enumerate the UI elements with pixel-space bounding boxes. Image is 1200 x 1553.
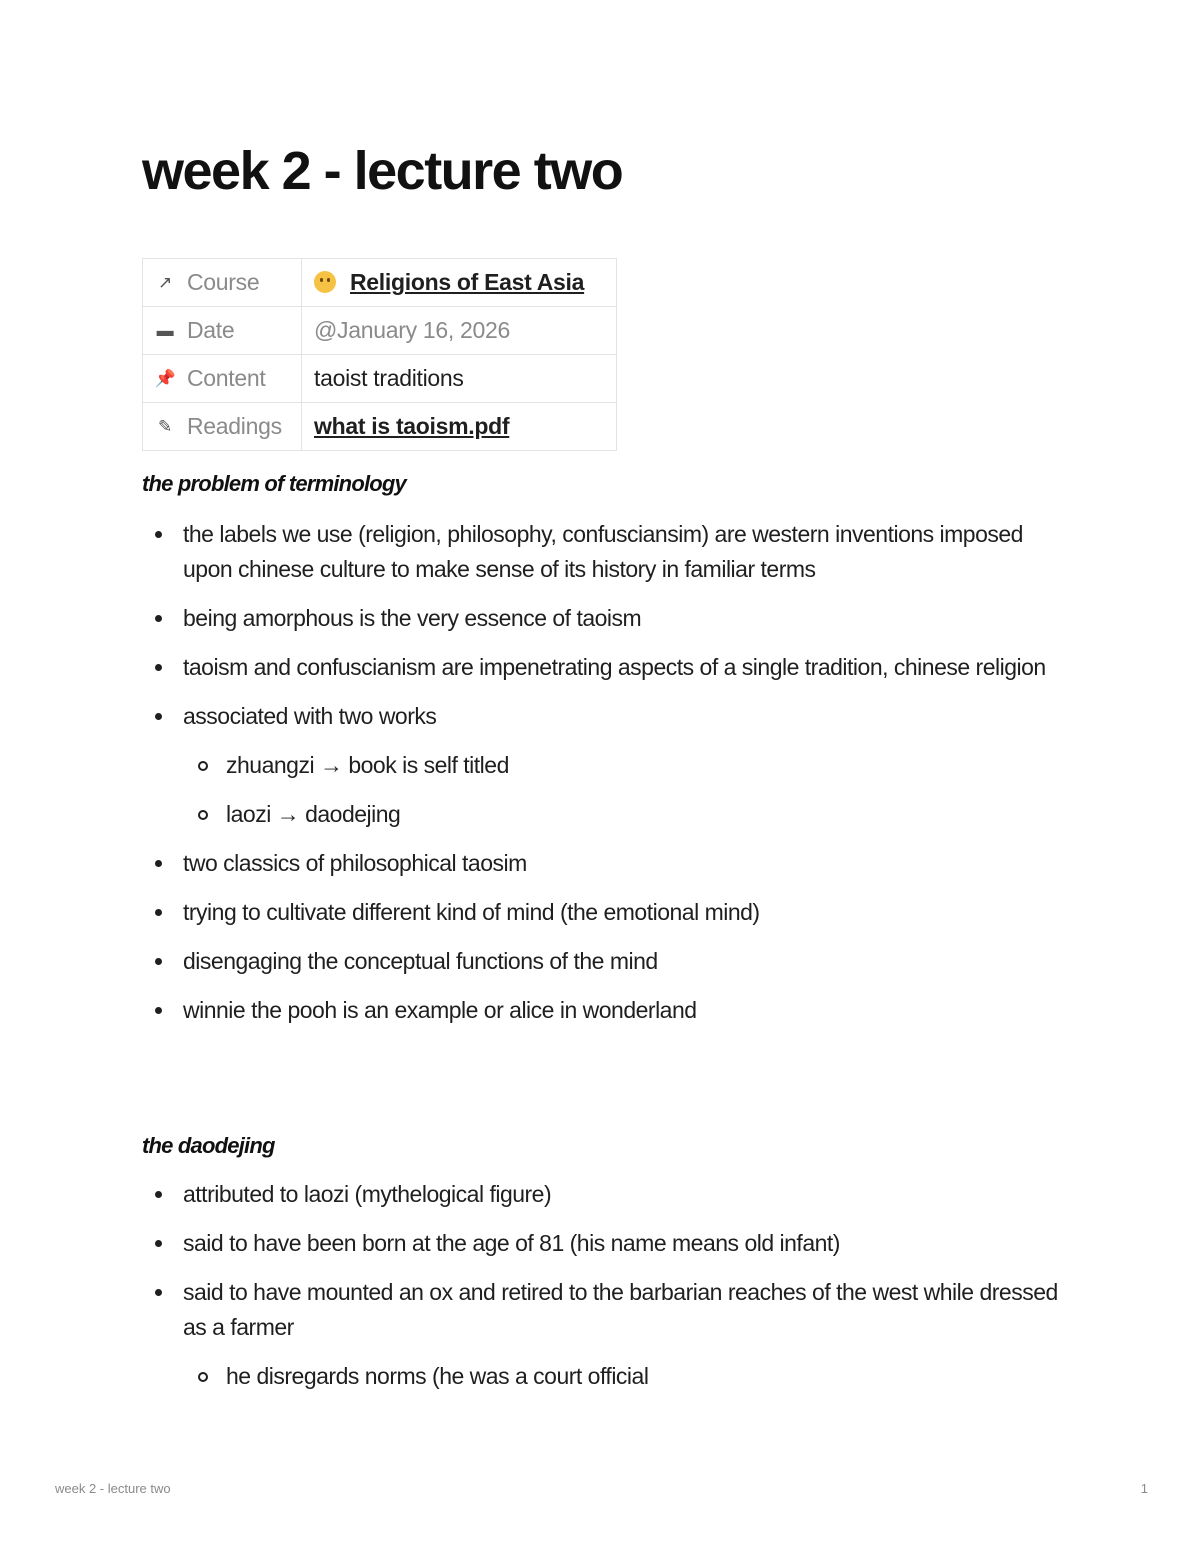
property-value-link[interactable]: Religions of East Asia	[350, 269, 585, 295]
sub-list-item: laozi → daodejing	[142, 797, 1062, 832]
property-value: taoist traditions	[314, 365, 464, 391]
footer-title: week 2 - lecture two	[55, 1481, 171, 1496]
bullet-list-daodejing	[142, 1177, 1062, 1408]
property-key-label: Course	[187, 269, 260, 295]
property-row-content	[143, 355, 617, 403]
property-key-cell	[143, 355, 302, 403]
sub-list-item: he disregards norms (he was a court official	[142, 1359, 1062, 1394]
list-item: associated with two works	[142, 699, 1062, 734]
list-item: said to have been born at the age of 81 (his name means old infant)	[142, 1226, 1062, 1261]
pin-icon: 📌	[154, 368, 176, 388]
pencil-icon: ✎	[158, 416, 172, 436]
property-value: @January 16, 2026	[314, 317, 510, 343]
list-item: two classics of philosophical taosim	[142, 846, 1062, 881]
property-value-link[interactable]: what is taoism.pdf	[314, 413, 510, 439]
property-key-label: Date	[187, 317, 235, 343]
property-key-label: Content	[187, 365, 266, 391]
property-key-label: Readings	[187, 413, 282, 439]
list-item: attributed to laozi (mythelogical figure)	[142, 1177, 1062, 1212]
melting-face-emoji-icon	[314, 271, 336, 293]
section-heading-daodejing: the daodejing	[142, 1133, 275, 1158]
footer-page-number: 1	[1140, 1481, 1148, 1496]
arrow-up-right-icon: ↗	[158, 272, 172, 292]
property-row-date	[143, 307, 617, 355]
section-heading-terminology: the problem of terminology	[142, 471, 406, 496]
list-item: said to have mounted an ox and retired to the barbarian reaches of the west while dressed as a farmer	[142, 1275, 1062, 1345]
list-item: trying to cultivate different kind of mind (the emotional mind)	[142, 895, 1062, 930]
property-value-cell	[302, 355, 617, 403]
property-row-readings	[143, 403, 617, 451]
property-key-cell	[143, 403, 302, 451]
property-key-cell	[143, 307, 302, 355]
page-title: week 2 - lecture two	[142, 141, 623, 201]
property-row-course	[143, 259, 617, 307]
property-value-cell[interactable]	[302, 259, 617, 307]
bullet-list-terminology	[142, 517, 1062, 1042]
property-value-cell[interactable]	[302, 403, 617, 451]
list-item: winnie the pooh is an example or alice in wonderland	[142, 993, 1062, 1028]
properties-table	[142, 258, 617, 451]
list-item: being amorphous is the very essence of taoism	[142, 601, 1062, 636]
list-item: the labels we use (religion, philosophy, confusciansim) are western inventions imposed upon chinese culture to make sense of its history in familiar terms	[142, 517, 1062, 587]
calendar-icon: ▬	[156, 320, 174, 340]
list-item: disengaging the conceptual functions of the mind	[142, 944, 1062, 979]
list-item: taoism and confuscianism are impenetrating aspects of a single tradition, chinese religion	[142, 650, 1062, 685]
property-key-cell	[143, 259, 302, 307]
property-value-cell	[302, 307, 617, 355]
sub-list-item: zhuangzi → book is self titled	[142, 748, 1062, 783]
